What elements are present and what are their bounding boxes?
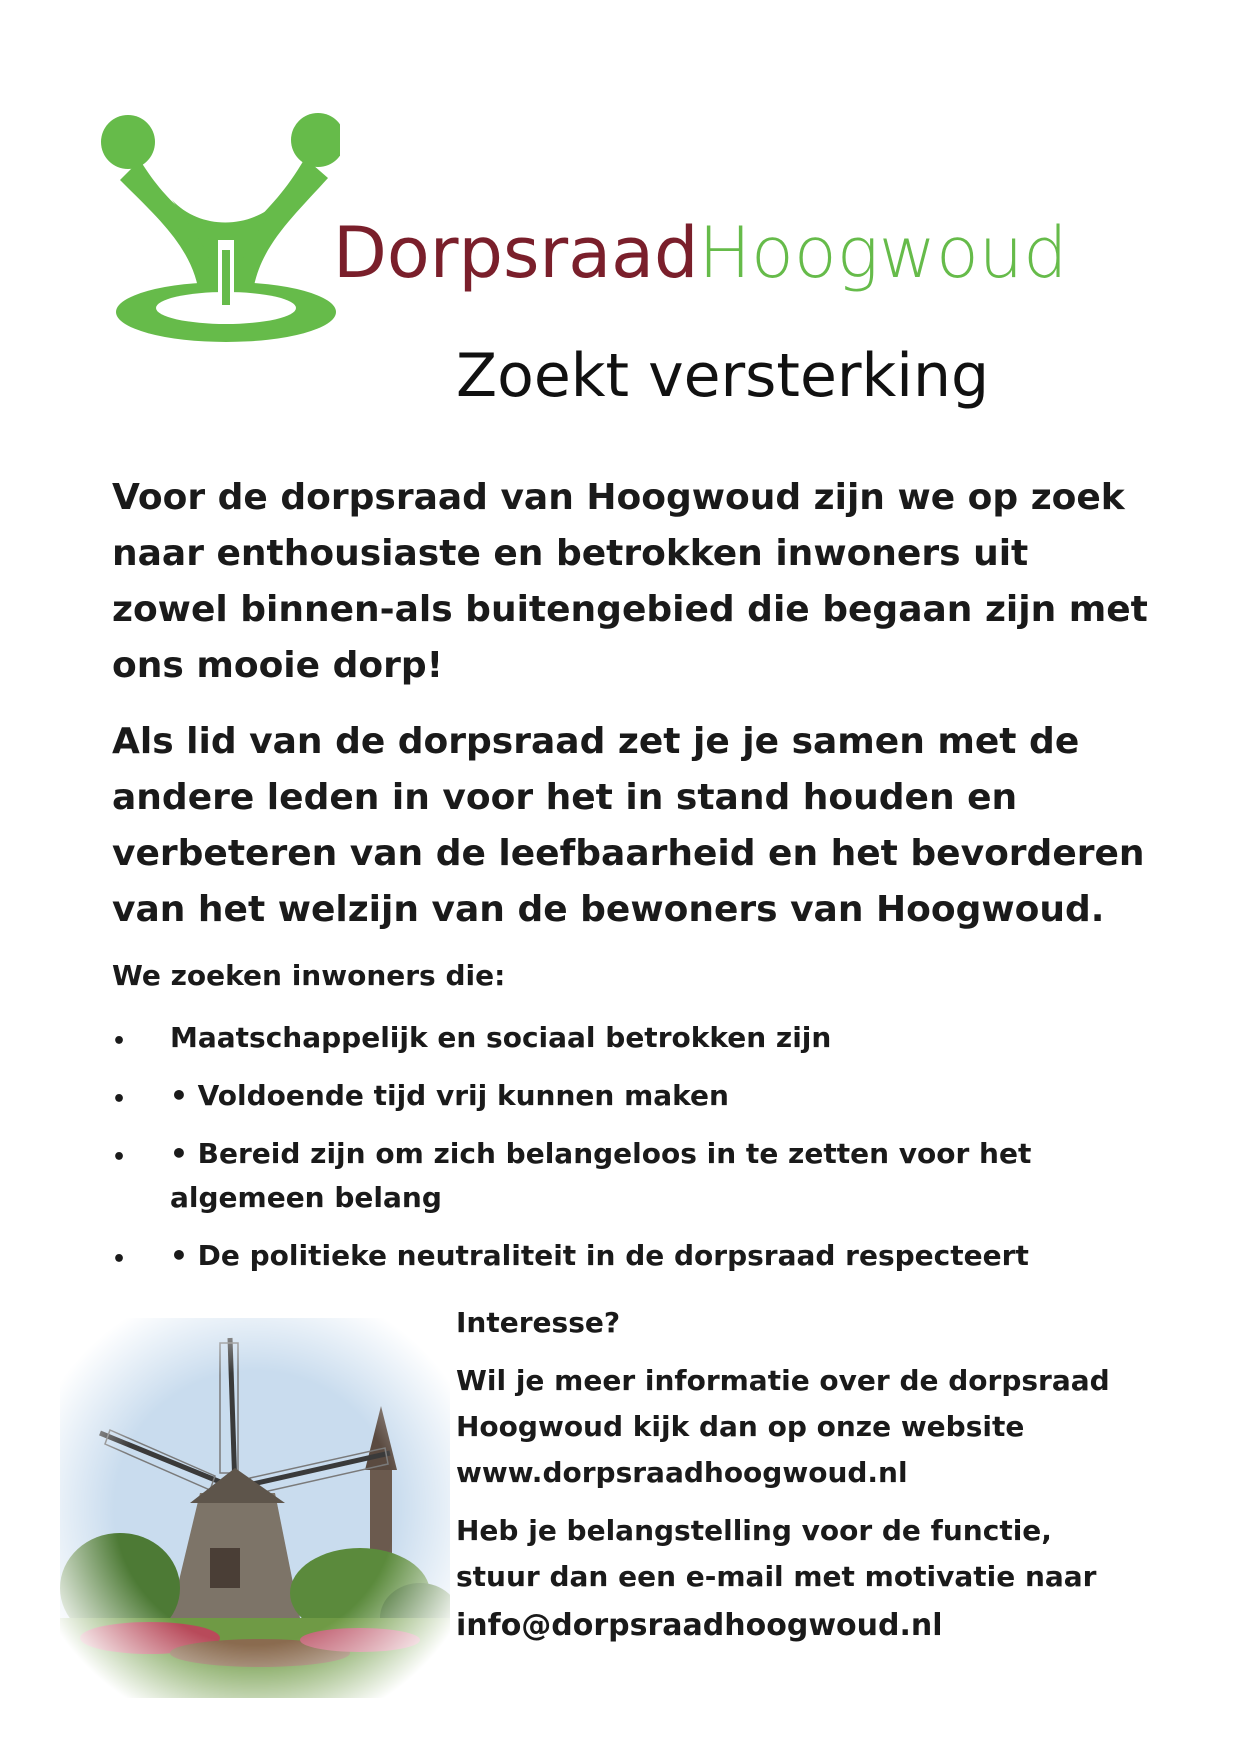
windmill-photo: [60, 1318, 450, 1698]
criteria-text: • Voldoende tijd vrij kunnen maken: [170, 1079, 729, 1112]
bullet-icon: •: [112, 1247, 127, 1272]
contact-section: [456, 1300, 1176, 1664]
apply-paragraph: [456, 1508, 1176, 1652]
role-paragraph: Als lid van de dorpsraad zet je je samen met de andere leden in voor het in stand houden en verbeteren van de leefbaarheid en het bevorderen van het welzijn van de bewoners van Hoogwoud.: [112, 721, 1145, 930]
email-link[interactable]: info@dorpsraadhoogwoud.nl: [456, 1608, 943, 1643]
bullet-icon: •: [112, 1029, 127, 1054]
criteria-text: • Bereid zijn om zich belangeloos in te zetten voor het algemeen belang: [170, 1137, 1032, 1214]
criteria-intro: We zoeken inwoners die:: [112, 959, 506, 992]
intro-paragraph: Voor de dorpsraad van Hoogwoud zijn we op zoek naar enthousiaste en betrokken inwoners uit zowel binnen-als buitengebied die begaan zijn met ons mooie dorp!: [112, 477, 1148, 686]
bullet-icon: •: [112, 1145, 127, 1170]
website-link[interactable]: www.dorpsraadhoogwoud.nl: [456, 1456, 908, 1489]
apply-line: stuur dan een e-mail met motivatie naar: [456, 1560, 1097, 1593]
contact-heading: Interesse?: [456, 1306, 621, 1339]
criteria-list: [112, 1016, 1142, 1292]
logo-wordmark-part1: Dorpsraad: [333, 212, 699, 294]
criteria-text: • De politieke neutraliteit in de dorpsraad respecteert: [170, 1239, 1029, 1272]
page-subtitle: Zoekt versterking: [456, 341, 990, 411]
logo-figure-icon: [100, 100, 340, 360]
list-item: [112, 1074, 1142, 1118]
logo-wordmark-part2: Hoogwoud: [698, 212, 1068, 294]
criteria-text: Maatschappelijk en sociaal betrokken zijn: [170, 1021, 832, 1054]
logo-wordmark: [333, 213, 1068, 293]
list-item: [112, 1234, 1142, 1278]
apply-line: Heb je belangstelling voor de functie,: [456, 1514, 1052, 1547]
bullet-icon: •: [112, 1087, 127, 1112]
info-paragraph: [456, 1358, 1176, 1496]
list-item: [112, 1132, 1142, 1220]
info-line: Hoogwoud kijk dan op onze website: [456, 1410, 1025, 1443]
info-line: Wil je meer informatie over de dorpsraad: [456, 1364, 1110, 1397]
list-item: [112, 1016, 1142, 1060]
